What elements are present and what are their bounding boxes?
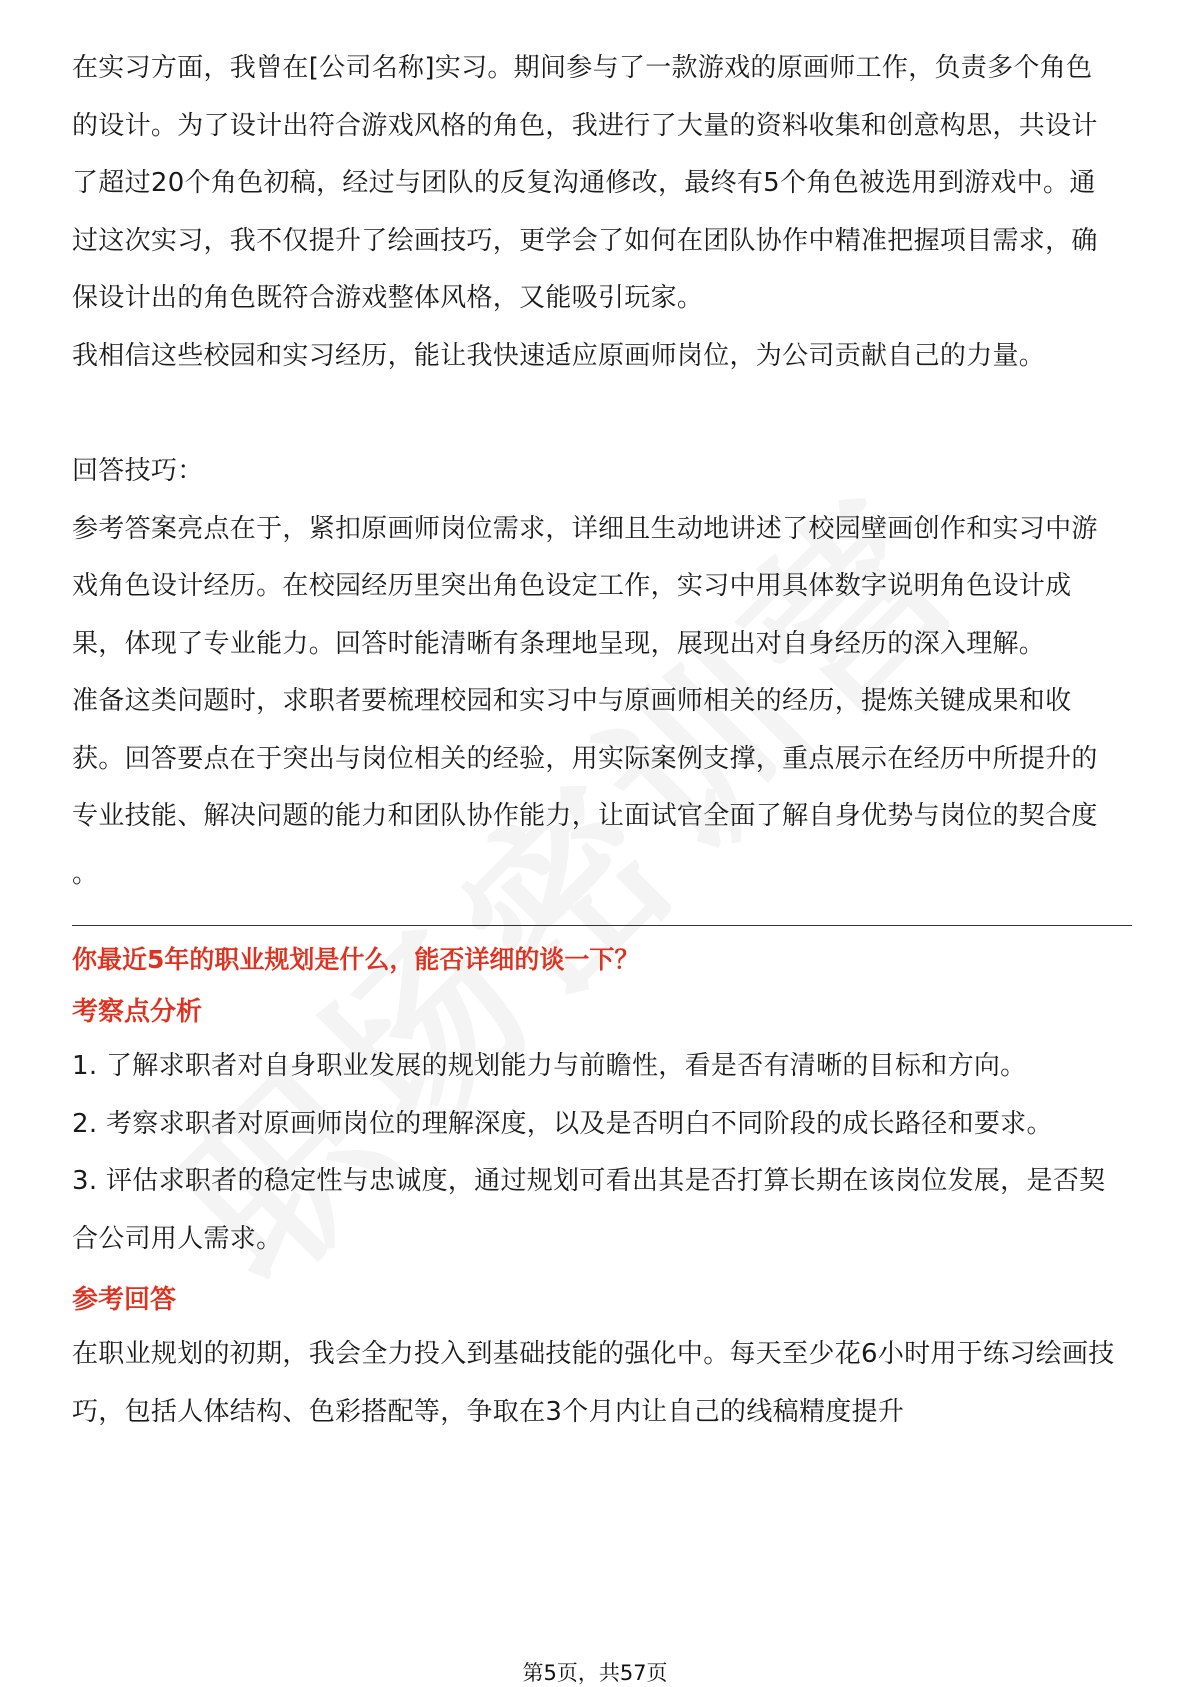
analysis-item-3: 3. 评估求职者的稳定性与忠诚度，通过规划可看出其是否打算长期在该岗位发展，是否契合公司用人需求。 bbox=[72, 1166, 1106, 1254]
page-footer: 第5页，共57页 bbox=[522, 1661, 668, 1685]
question-title: 你最近5年的职业规划是什么，能否详细的谈一下？ bbox=[72, 945, 640, 974]
reference-paragraph: 在职业规划的初期，我会全力投入到基础技能的强化中。每天至少花6小时用于练习绘画技巧，包括人体结构、色彩搭配等，争取在3个月内让自己的线稿精度提升 bbox=[72, 1339, 1115, 1427]
intro-paragraph-2: 我相信这些校园和实习经历，能让我快速适应原画师岗位，为公司贡献自己的力量。 bbox=[72, 340, 1046, 371]
intro-paragraph-1: 在实习方面，我曾在[公司名称]实习。期间参与了一款游戏的原画师工作，负责多个角色的设计。为了设计出符合游戏风格的角色，我进行了大量的资料收集和创意构思，共设计了超过20个角色初稿，经过与团队的反复沟通修改，最终有5个角色被选用到游戏中。通过这次实习，我不仅提升了绘画技巧，更学会了如何在团队协作中精准把握项目需求，确保设计出的角色既符合游戏整体风格，又能吸引玩家。 bbox=[72, 53, 1098, 313]
tips-paragraph-2: 准备这类问题时，求职者要梳理校园和实习中与原画师相关的经历，提炼关键成果和收获。回答要点在于突出与岗位相关的经验，用实际案例支撑，重点展示在经历中所提升的专业技能、解决问题的能力和团队协作能力，让面试官全面了解自身优势与岗位的契合度 。 bbox=[72, 686, 1098, 889]
tips-heading: 回答技巧： bbox=[72, 456, 204, 486]
page-content bbox=[72, 40, 1118, 1441]
spacer bbox=[72, 385, 1118, 443]
analysis-item-1: 1. 了解求职者对自身职业发展的规划能力与前瞻性，看是否有清晰的目标和方向。 bbox=[72, 1051, 1027, 1081]
analysis-heading: 考察点分析 bbox=[72, 997, 203, 1027]
analysis-item-2: 2. 考察求职者对原画师岗位的理解深度，以及是否明白不同阶段的成长路径和要求。 bbox=[72, 1108, 1053, 1139]
section-divider bbox=[72, 925, 1132, 926]
tips-paragraph-1: 参考答案亮点在于，紧扣原画师岗位需求，详细且生动地讲述了校园壁画创作和实习中游戏角色设计经历。在校园经历里突出角色设定工作，实习中用具体数字说明角色设计成果，体现了专业能力。回答时能清晰有条理地呈现，展现出对自身经历的深入理解。 bbox=[72, 513, 1098, 659]
reference-heading: 参考回答 bbox=[72, 1285, 177, 1315]
